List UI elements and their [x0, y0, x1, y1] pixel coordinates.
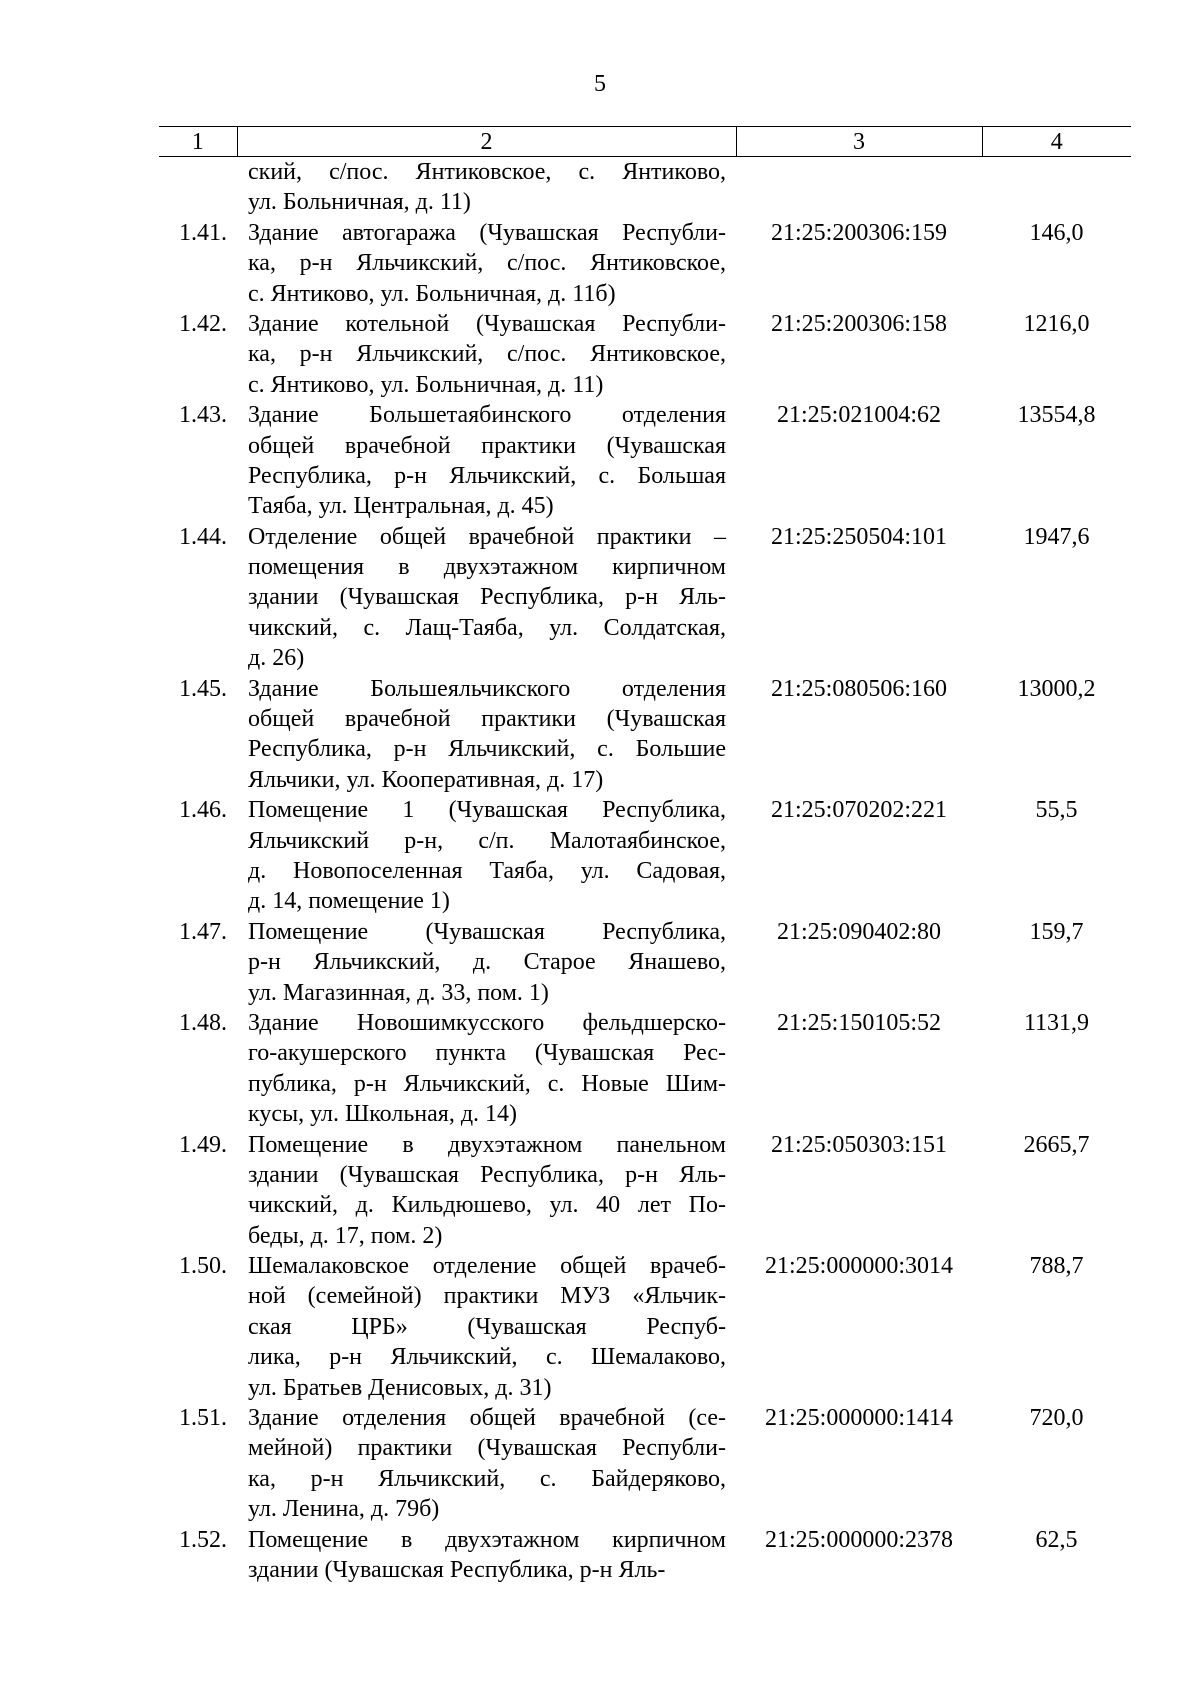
item-number: 1.46.	[179, 797, 227, 824]
description-line: ул. Братьев Денисовых, д. 31)	[248, 1374, 552, 1401]
description-line: Отделение общей врачебной практики –	[248, 523, 726, 550]
description-line: Здание Большеяльчикского отделения	[248, 675, 726, 702]
object-description	[237, 218, 736, 309]
table-row	[159, 218, 1131, 309]
area-value: 13000,2	[1017, 675, 1096, 702]
table-row	[159, 795, 1131, 917]
description-line: с. Янтиково, ул. Больничная, д. 11б)	[248, 280, 616, 307]
description-line: ул. Больничная, д. 11)	[248, 189, 471, 216]
item-number	[159, 157, 237, 218]
description-line: Помещение (Чувашская Республика,	[248, 918, 726, 945]
description-line: Помещение в двухэтажном кирпичном	[248, 1526, 726, 1553]
description-line: Помещение 1 (Чувашская Республика,	[248, 797, 726, 824]
item-number: 1.48.	[179, 1009, 227, 1036]
area-value: 1216,0	[1023, 310, 1090, 337]
description-line: Здание Новошимкусского фельдшерско-	[248, 1009, 726, 1036]
description-line: Таяба, ул. Центральная, д. 45)	[248, 493, 554, 520]
area-value	[982, 157, 1131, 218]
item-number: 1.41.	[179, 219, 227, 246]
description-line: здании (Чувашская Республика, р-н Яль-	[248, 1556, 666, 1583]
item-number: 1.50.	[179, 1253, 227, 1280]
description-line: ул. Магазинная, д. 33, пом. 1)	[248, 979, 549, 1006]
description-line: Здание котельной (Чувашская Республи-	[248, 310, 726, 337]
object-description	[237, 1525, 736, 1586]
column-header-1: 1	[159, 127, 237, 157]
description-line: Здание автогаража (Чувашская Республи-	[248, 219, 726, 246]
cadastral-number: 21:25:080506:160	[770, 675, 947, 702]
area-value: 146,0	[1029, 219, 1084, 246]
table-header	[159, 127, 1131, 157]
area-value: 159,7	[1029, 918, 1084, 945]
area-value: 55,5	[1035, 797, 1078, 824]
cadastral-number: 21:25:200306:159	[770, 219, 947, 246]
description-line: ка, р-н Яльчикский, с/пос. Янтиковское,	[248, 250, 726, 277]
description-line: ская ЦРБ» (Чувашская Респуб-	[248, 1313, 726, 1340]
item-number: 1.47.	[179, 918, 227, 945]
description-line: чикский, с. Лащ-Таяба, ул. Солдатская,	[248, 614, 726, 641]
description-line: общей врачебной практики (Чувашская	[248, 706, 726, 733]
description-line: Республика, р-н Яльчикский, с. Большие	[248, 736, 726, 763]
object-description	[237, 1251, 736, 1403]
table-row	[159, 1008, 1131, 1130]
table-row	[159, 309, 1131, 400]
description-line: чикский, д. Кильдюшево, ул. 40 лет По-	[248, 1192, 726, 1219]
column-header-3: 3	[736, 127, 982, 157]
cadastral-number: 21:25:050303:151	[770, 1131, 947, 1158]
area-value: 2665,7	[1023, 1131, 1090, 1158]
object-description	[237, 400, 736, 522]
cadastral-number: 21:25:200306:158	[770, 310, 947, 337]
item-number: 1.44.	[179, 523, 227, 550]
property-table	[159, 126, 1131, 1585]
item-number: 1.45.	[179, 675, 227, 702]
item-number: 1.43.	[179, 402, 227, 429]
cadastral-number: 21:25:070202:221	[770, 797, 947, 824]
description-line: здании (Чувашская Республика, р-н Яль-	[248, 584, 726, 611]
description-line: ной (семейной) практики МУЗ «Яльчик-	[248, 1283, 726, 1310]
description-line: лика, р-н Яльчикский, с. Шемалаково,	[248, 1344, 726, 1371]
page-number: 5	[594, 71, 606, 97]
column-header-2: 2	[237, 127, 736, 157]
cadastral-number	[736, 157, 982, 218]
description-line: го-акушерского пункта (Чувашская Рес-	[248, 1040, 726, 1067]
cadastral-number: 21:25:021004:62	[776, 402, 941, 429]
object-description	[237, 157, 736, 218]
description-line: д. 14, помещение 1)	[248, 888, 450, 915]
cadastral-number: 21:25:090402:80	[776, 918, 941, 945]
table-row	[159, 1251, 1131, 1403]
description-line: ка, р-н Яльчикский, с. Байдеряково,	[248, 1465, 726, 1492]
item-number: 1.42.	[179, 310, 227, 337]
area-value: 62,5	[1035, 1526, 1078, 1553]
area-value: 720,0	[1029, 1405, 1084, 1432]
cadastral-number: 21:25:000000:2378	[764, 1526, 953, 1553]
description-line: помещения в двухэтажном кирпичном	[248, 554, 726, 581]
description-line: Республика, р-н Яльчикский, с. Большая	[248, 462, 726, 489]
cadastral-number: 21:25:150105:52	[776, 1009, 941, 1036]
table-row	[159, 1130, 1131, 1252]
object-description	[237, 522, 736, 674]
table-body	[159, 157, 1131, 1586]
description-line: беды, д. 17, пом. 2)	[248, 1222, 443, 1249]
description-line: Здание отделения общей врачебной (се-	[248, 1405, 726, 1432]
description-line: общей врачебной практики (Чувашская	[248, 432, 726, 459]
object-description	[237, 1403, 736, 1525]
object-description	[237, 795, 736, 917]
description-line: р-н Яльчикский, д. Старое Янашево,	[248, 949, 726, 976]
description-line: д. Новопоселенная Таяба, ул. Садовая,	[248, 857, 726, 884]
table-row	[159, 1403, 1131, 1525]
description-line: здании (Чувашская Республика, р-н Яль-	[248, 1161, 726, 1188]
description-line: ул. Ленина, д. 79б)	[248, 1496, 440, 1523]
description-line: Помещение в двухэтажном панельном	[248, 1131, 726, 1158]
item-number: 1.51.	[179, 1405, 227, 1432]
table-row	[159, 917, 1131, 1008]
object-description	[237, 309, 736, 400]
cadastral-number: 21:25:250504:101	[770, 523, 947, 550]
area-value: 788,7	[1029, 1253, 1084, 1280]
description-line: д. 26)	[248, 645, 305, 672]
description-line: кусы, ул. Школьная, д. 14)	[248, 1101, 518, 1128]
table-row	[159, 400, 1131, 522]
item-number: 1.52.	[179, 1526, 227, 1553]
description-line: ский, с/пос. Янтиковское, с. Янтиково,	[248, 159, 726, 185]
object-description	[237, 1130, 736, 1252]
cadastral-number: 21:25:000000:3014	[764, 1253, 953, 1280]
object-description	[237, 674, 736, 796]
object-description	[237, 1008, 736, 1130]
description-line: ка, р-н Яльчикский, с/пос. Янтиковское,	[248, 341, 726, 368]
table-row	[159, 674, 1131, 796]
area-value: 1131,9	[1023, 1009, 1090, 1036]
description-line: Яльчикский р-н, с/п. Малотаябинское,	[248, 827, 726, 854]
table-row	[159, 157, 1131, 218]
column-header-4: 4	[982, 127, 1131, 157]
description-line: Здание Большетаябинского отделения	[248, 402, 726, 429]
description-line: публика, р-н Яльчикский, с. Новые Шим-	[248, 1070, 726, 1097]
item-number: 1.49.	[179, 1131, 227, 1158]
object-description	[237, 917, 736, 1008]
table-row	[159, 1525, 1131, 1586]
description-line: Шемалаковское отделение общей врачеб-	[248, 1253, 726, 1280]
description-line: с. Янтиково, ул. Больничная, д. 11)	[248, 371, 604, 398]
table-row	[159, 522, 1131, 674]
description-line: мейной) практики (Чувашская Республи-	[248, 1435, 726, 1462]
cadastral-number: 21:25:000000:1414	[764, 1405, 953, 1432]
description-line: Яльчики, ул. Кооперативная, д. 17)	[248, 766, 604, 793]
area-value: 13554,8	[1017, 402, 1096, 429]
area-value: 1947,6	[1023, 523, 1090, 550]
